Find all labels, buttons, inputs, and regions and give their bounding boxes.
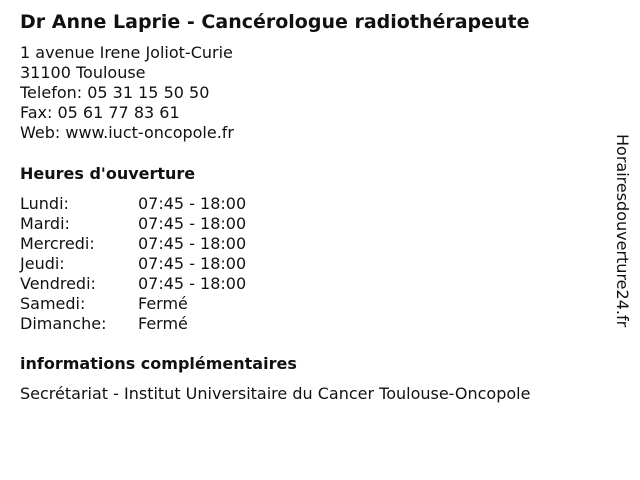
day-label: Lundi: [20, 194, 69, 213]
hours-row-saturday [20, 294, 246, 314]
day-hours: 07:45 - 18:00 [138, 214, 247, 233]
info-heading: informations complémentaires [20, 354, 297, 373]
day-hours: Fermé [138, 294, 188, 313]
day-hours: Fermé [138, 314, 188, 333]
address-block [20, 43, 234, 143]
day-label: Vendredi: [20, 274, 96, 293]
day-label: Mardi: [20, 214, 70, 233]
website-link[interactable]: Web: www.iuct-oncopole.fr [20, 123, 235, 142]
hours-row-friday [20, 274, 246, 294]
hours-row-monday [20, 194, 246, 214]
hours-row-wednesday [20, 234, 246, 254]
page-title: Dr Anne Laprie - Cancérologue radiothérapeute [20, 11, 530, 33]
address-street: 1 avenue Irene Joliot-Curie [20, 43, 233, 62]
day-label: Jeudi: [20, 254, 65, 273]
day-label: Mercredi: [20, 234, 95, 253]
hours-row-thursday [20, 254, 246, 274]
phone-number[interactable]: Telefon: 05 31 15 50 50 [20, 83, 210, 102]
day-hours: 07:45 - 18:00 [138, 274, 247, 293]
day-label: Dimanche: [20, 314, 107, 333]
day-label: Samedi: [20, 294, 86, 313]
day-hours: 07:45 - 18:00 [138, 234, 247, 253]
fax-number: Fax: 05 61 77 83 61 [20, 103, 180, 122]
day-hours: 07:45 - 18:00 [138, 194, 247, 213]
info-text: Secrétariat - Institut Universitaire du Cancer Toulouse-Oncopole [20, 384, 531, 403]
hours-heading: Heures d'ouverture [20, 164, 196, 183]
hours-row-sunday [20, 314, 246, 334]
site-watermark: Horairesdouverture24.fr [613, 134, 632, 328]
day-hours: 07:45 - 18:00 [138, 254, 247, 273]
address-city: 31100 Toulouse [20, 63, 146, 82]
hours-table [20, 194, 246, 334]
hours-row-tuesday [20, 214, 246, 234]
